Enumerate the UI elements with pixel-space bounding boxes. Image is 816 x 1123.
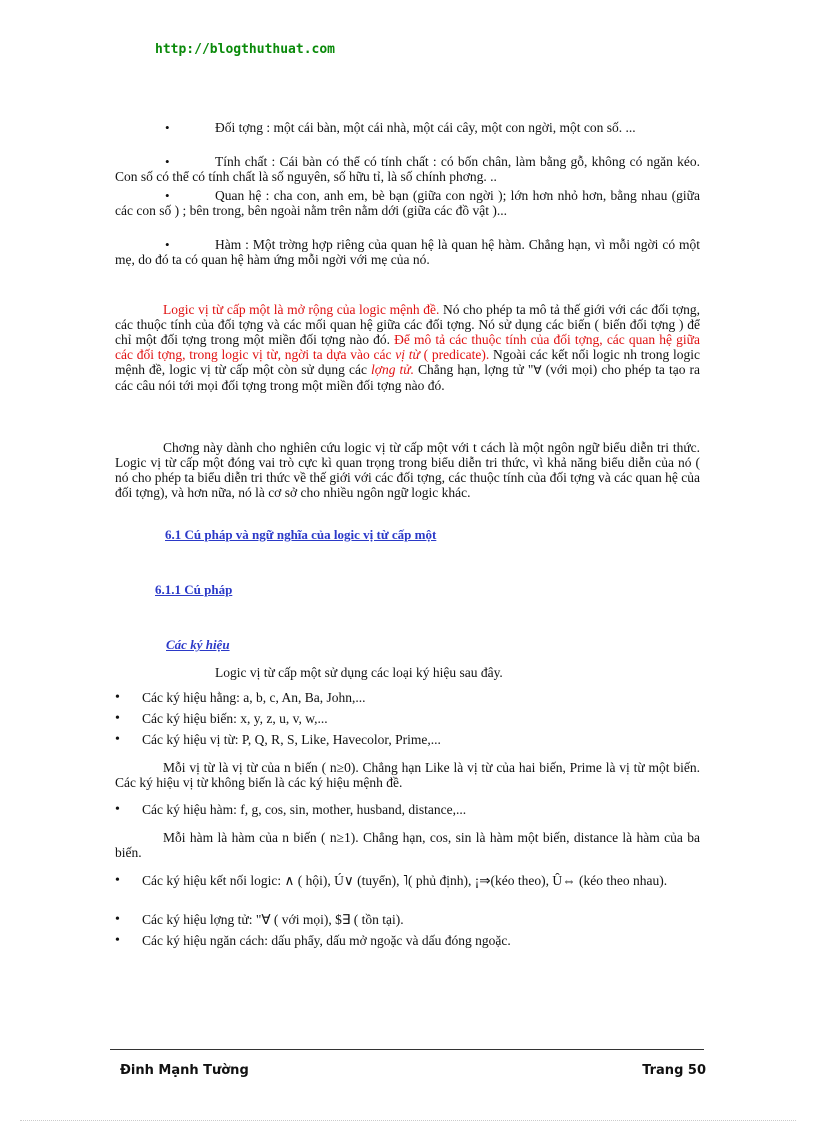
bullet-icon: • xyxy=(165,154,170,169)
red-text: Để mô tả các thuộc tính của đối tợng, các quan hệ giữa các đối tợng, trong logic vị từ, ngời ta dựa vào các xyxy=(115,332,700,362)
bullet-icon: • xyxy=(165,120,170,135)
list-text: Các ký hiệu hằng: a, b, c, An, Ba, John,... xyxy=(142,690,366,705)
list-text: Các ký hiệu ngăn cách: dấu phẩy, dấu mở ngoặc và dấu đóng ngoặc. xyxy=(142,933,511,948)
bullet-item xyxy=(115,237,700,267)
bullet-text: Đối tợng : một cái bàn, một cái nhà, một cái cây, một con ngời, một con số. ... xyxy=(215,120,636,135)
heading-symbols[interactable]: Các ký hiệu xyxy=(166,637,230,652)
footer-divider xyxy=(110,1049,704,1050)
list-item xyxy=(115,732,705,747)
heading-6-1-1[interactable]: 6.1.1 Cú pháp xyxy=(155,582,233,597)
paragraph-text: Ngoài các kết nối logic nh trong logic mệnh đề, logic vị từ cấp một còn sử dụng các xyxy=(115,347,700,377)
paragraph-text: Nó cho phép ta mô tả thế giới với các đối tợng, các thuộc tính của đối tợng và các mối quan hệ giữa các đối tợng. Nó sử dụng các biến ( biến đối tợng ) để chỉ một đối tợng trong một miền đối tợng nào đó. xyxy=(115,302,701,347)
red-text: ( predicate). xyxy=(419,347,490,362)
footer-page-number: Trang 50 xyxy=(642,1063,706,1078)
bullet-icon: • xyxy=(115,802,120,817)
list-item xyxy=(115,711,705,726)
paragraph-text: Chẳng hạn, lợng tử " xyxy=(414,362,534,377)
bullet-icon: • xyxy=(115,933,120,948)
list-text: Các ký hiệu hàm: f, g, cos, sin, mother, husband, distance,... xyxy=(142,802,467,817)
paragraph-first-order-logic xyxy=(115,302,700,393)
bullet-item xyxy=(115,188,700,218)
list-text: Các ký hiệu lợng tử: "∀ ( với mọi), $∃ ( tồn tại). xyxy=(142,912,404,927)
paragraph-text: Chơng này dành cho nghiên cứu logic vị từ cấp một với t cách là một ngôn ngữ biểu diễn tri thức. Logic vị từ cấp một đóng vai trò cực kì quan trọng trong biểu diễn tri thức, vì khả năng biểu diễn của nó ( nó cho phép ta biểu diễn tri thức về thế giới với các đối tợng, các thuộc tính của đối tợng và các quan hệ của đối tợng), và hơn nữa, nó là cơ sở cho nhiều ngôn ngữ logic khác. xyxy=(115,440,700,500)
paragraph-chapter-intro xyxy=(115,440,700,500)
paragraph-text: Mỗi hàm là hàm của n biến ( n≥1). Chẳng hạn, cos, sin là hàm một biến, distance là hàm của ba biến. xyxy=(115,830,700,860)
list-item xyxy=(115,802,705,817)
list-item xyxy=(115,690,705,705)
bullet-icon: • xyxy=(165,237,170,252)
bullet-text: Tính chất : Cái bàn có thể có tính chất : có bốn chân, làm bằng gỗ, không có ngăn kéo. Con số có thể có tính chất là số nguyên, số hữu tỉ, là số chính phơng. .. xyxy=(115,154,700,184)
paragraph-text: Mỗi vị từ là vị từ của n biến ( n≥0). Chẳng hạn Like là vị từ của hai biến, Prime là vị từ một biến. Các ký hiệu vị từ không biến là các ký hiệu mệnh đề. xyxy=(115,760,700,790)
header-url[interactable]: http://blogthuthuat.com xyxy=(155,42,336,57)
bullet-icon: • xyxy=(115,732,120,747)
list-item xyxy=(115,873,705,888)
list-text: Các ký hiệu biến: x, y, z, u, v, w,... xyxy=(142,711,328,726)
list-item xyxy=(115,933,705,948)
page-edge-divider xyxy=(20,1120,796,1121)
bullet-icon: • xyxy=(115,690,120,705)
bullet-icon: • xyxy=(115,912,120,927)
bullet-item xyxy=(115,154,700,184)
bullet-item xyxy=(115,120,700,135)
bullet-text: Hàm : Một trờng hợp riêng của quan hệ là quan hệ hàm. Chẳng hạn, vì mỗi ngời có một mẹ, do đó ta có quan hệ hàm ứng mỗi ngời với mẹ của nó. xyxy=(115,237,700,267)
bullet-icon: • xyxy=(115,711,120,726)
red-text: Logic vị từ cấp một là mở rộng của logic mệnh đề. xyxy=(163,302,440,317)
bullet-text: Quan hệ : cha con, anh em, bè bạn (giữa con ngời ); lớn hơn nhỏ hơn, bằng nhau (giữa các con số ) ; bên trong, bên ngoài nằm trên nằm dới (giữa các đồ vật )... xyxy=(115,188,700,218)
heading-6-1[interactable]: 6.1 Cú pháp và ngữ nghĩa của logic vị từ cấp một xyxy=(165,527,437,542)
bullet-icon: • xyxy=(165,188,170,203)
footer-author: Đinh Mạnh Tường xyxy=(120,1063,249,1078)
paragraph-predicates xyxy=(115,760,700,790)
paragraph-text: (với mọi) cho phép ta tạo ra các câu nói tới mọi đối tợng trong một miền đối tợng nào đó. xyxy=(115,362,700,393)
red-text: vị từ xyxy=(395,347,420,362)
red-text: lợng tử. xyxy=(371,362,414,377)
paragraph-functions xyxy=(115,830,700,860)
list-item xyxy=(115,912,705,927)
list-text: Các ký hiệu kết nối logic: ∧ ( hội), Ú∨ (tuyển), ˥( phủ định), ¡⇒(kéo theo), Û⇔ (kéo theo nhau). xyxy=(142,873,668,888)
intro-line: Logic vị từ cấp một sử dụng các loại ký hiệu sau đây. xyxy=(215,665,503,680)
list-text: Các ký hiệu vị từ: P, Q, R, S, Like, Havecolor, Prime,... xyxy=(142,732,441,747)
bullet-icon: • xyxy=(115,873,120,888)
forall-icon: ∀ xyxy=(533,363,542,377)
